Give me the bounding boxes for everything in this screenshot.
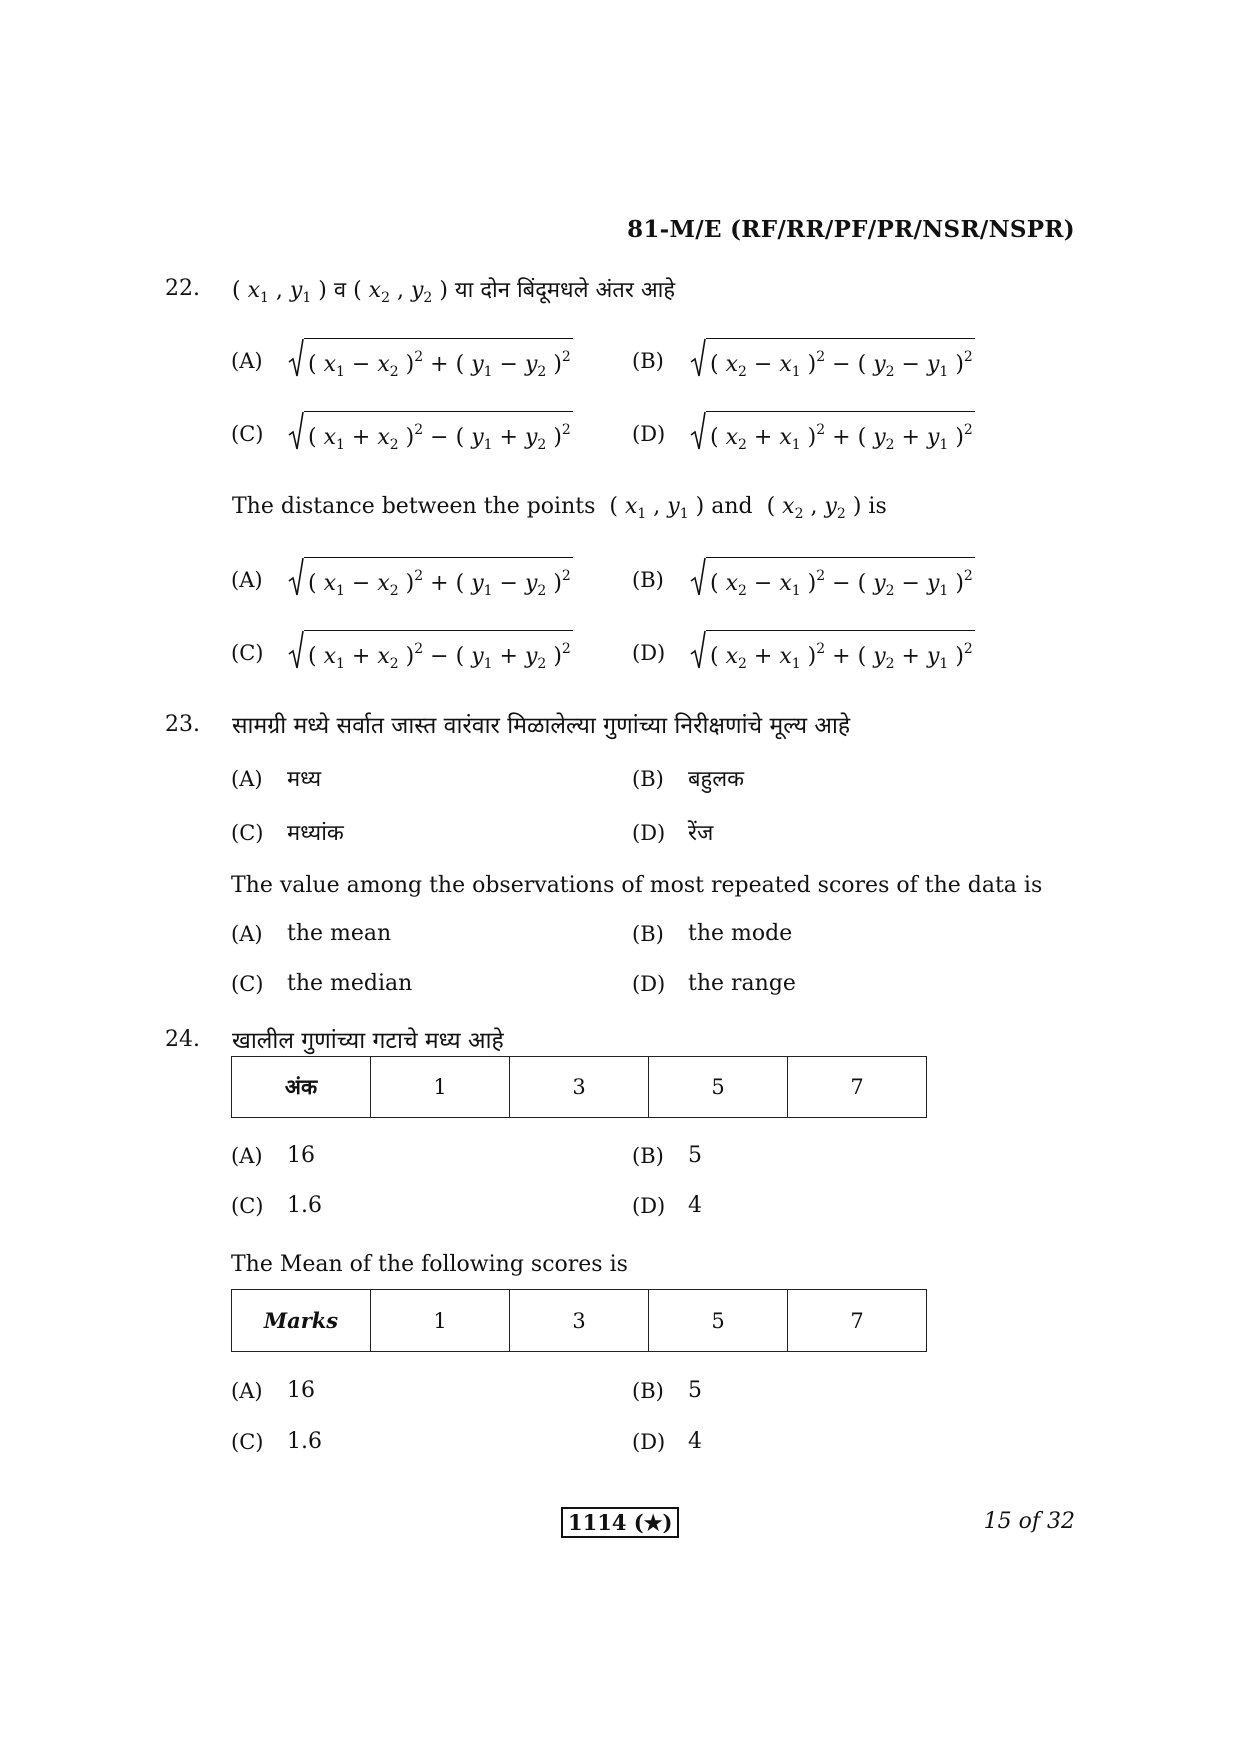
score-cell: 1 (371, 1290, 510, 1352)
q22-m-option-c: ( $x_1 + x_2$ )$^2$ − ( $y_1 + y_2$ )$^2$ (288, 411, 573, 459)
q24-m-option-d: 4 (688, 1193, 702, 1218)
q24-m-label-d: (D) (632, 1194, 666, 1218)
score-cell: 3 (510, 1290, 649, 1352)
question-number-22: 22. (165, 276, 200, 301)
paper-code-header: 81-M/E (RF/RR/PF/PR/NSR/NSPR) (627, 216, 1075, 243)
q23-m-label-b: (B) (632, 767, 664, 791)
q23-e-label-d: (D) (632, 972, 666, 996)
q22-m-option-d: ( $x_2 + x_1$ )$^2$ + ( $y_2 + y_1$ )$^2$ (690, 411, 975, 459)
q22-m-label-d: (D) (632, 422, 666, 446)
q22-e-option-c: ( $x_1 + x_2$ )$^2$ − ( $y_1 + y_2$ )$^2$ (288, 630, 573, 678)
score-cell: 7 (788, 1057, 927, 1118)
q22-e-label-a: (A) (231, 568, 263, 592)
question-number-24: 24. (165, 1027, 200, 1052)
q23-e-label-a: (A) (231, 922, 263, 946)
q23-m-label-a: (A) (231, 767, 263, 791)
score-cell: 7 (788, 1290, 927, 1352)
q24-e-option-a: 16 (287, 1378, 315, 1403)
q22-m-option-b: ( $x_2 - x_1$ )$^2$ − ( $y_2 - y_1$ )$^2$ (690, 338, 975, 386)
q22-e-option-b: ( $x_2 - x_1$ )$^2$ − ( $y_2 - y_1$ )$^2$ (690, 557, 975, 605)
q24-e-label-a: (A) (231, 1379, 263, 1403)
q24-e-label-d: (D) (632, 1430, 666, 1454)
q22-english-stem: The distance between the points ( $x_1$ , $y_1$ ) and ( $x_2$ , $y_2$ ) is (232, 494, 887, 522)
q22-e-label-c: (C) (231, 641, 264, 665)
q24-e-option-b: 5 (688, 1378, 702, 1403)
q24-marathi-stem: खालील गुणांच्या गटाचे मध्य आहे (232, 1028, 504, 1054)
q22-m-label-b: (B) (632, 349, 664, 373)
q24-m-option-b: 5 (688, 1143, 702, 1168)
q23-e-option-a: the mean (287, 921, 392, 946)
score-cell: 5 (649, 1290, 788, 1352)
q23-m-option-c: मध्यांक (287, 821, 344, 846)
q23-m-option-d: रेंज (688, 821, 714, 846)
table-header-cell: अंक (232, 1057, 371, 1118)
q24-e-label-b: (B) (632, 1379, 664, 1403)
q22-e-option-a: ( $x_1 - x_2$ )$^2$ + ( $y_1 - y_2$ )$^2$ (288, 557, 573, 605)
q23-e-label-c: (C) (231, 972, 264, 996)
q24-english-stem: The Mean of the following scores is (231, 1252, 628, 1277)
q22-e-label-d: (D) (632, 641, 666, 665)
q23-e-option-c: the median (287, 971, 413, 996)
q24-e-option-d: 4 (688, 1429, 702, 1454)
q22-m-label-c: (C) (231, 422, 264, 446)
q23-english-stem: The value among the observations of most repeated scores of the data is (231, 873, 1043, 898)
q24-marathi-score-table (231, 1056, 927, 1118)
q22-e-label-b: (B) (632, 568, 664, 592)
q23-m-label-c: (C) (231, 821, 264, 845)
question-number-23: 23. (165, 712, 200, 737)
q22-marathi-stem: ( $x_1$ , $y_1$ ) व ( $x_2$ , $y_2$ ) या दोन बिंदूमधले अंतर आहे (232, 278, 675, 306)
score-cell: 1 (371, 1057, 510, 1118)
q23-e-option-d: the range (688, 971, 796, 996)
table-header-cell: Marks (232, 1290, 371, 1352)
booklet-code: 1114 (★) (561, 1507, 679, 1538)
q23-e-option-b: the mode (688, 921, 793, 946)
q23-m-option-a: मध्य (287, 767, 322, 792)
q23-m-label-d: (D) (632, 821, 666, 845)
q24-english-score-table (231, 1289, 927, 1352)
score-cell: 3 (510, 1057, 649, 1118)
q22-m-option-a: ( $x_1 - x_2$ )$^2$ + ( $y_1 - y_2$ )$^2$ (288, 338, 573, 386)
q24-m-label-c: (C) (231, 1194, 264, 1218)
q22-m-label-a: (A) (231, 349, 263, 373)
q23-m-option-b: बहुलक (688, 767, 745, 792)
q24-e-option-c: 1.6 (287, 1429, 322, 1454)
page-number: 15 of 32 (983, 1509, 1075, 1534)
q24-m-option-c: 1.6 (287, 1193, 322, 1218)
q24-m-option-a: 16 (287, 1143, 315, 1168)
q23-e-label-b: (B) (632, 922, 664, 946)
q24-m-label-a: (A) (231, 1144, 263, 1168)
q22-e-option-d: ( $x_2 + x_1$ )$^2$ + ( $y_2 + y_1$ )$^2$ (690, 630, 975, 678)
q24-e-label-c: (C) (231, 1430, 264, 1454)
q23-marathi-stem: सामग्री मध्ये सर्वात जास्त वारंवार मिळालेल्या गुणांच्या निरीक्षणांचे मूल्य आहे (232, 713, 851, 739)
q24-m-label-b: (B) (632, 1144, 664, 1168)
score-cell: 5 (649, 1057, 788, 1118)
